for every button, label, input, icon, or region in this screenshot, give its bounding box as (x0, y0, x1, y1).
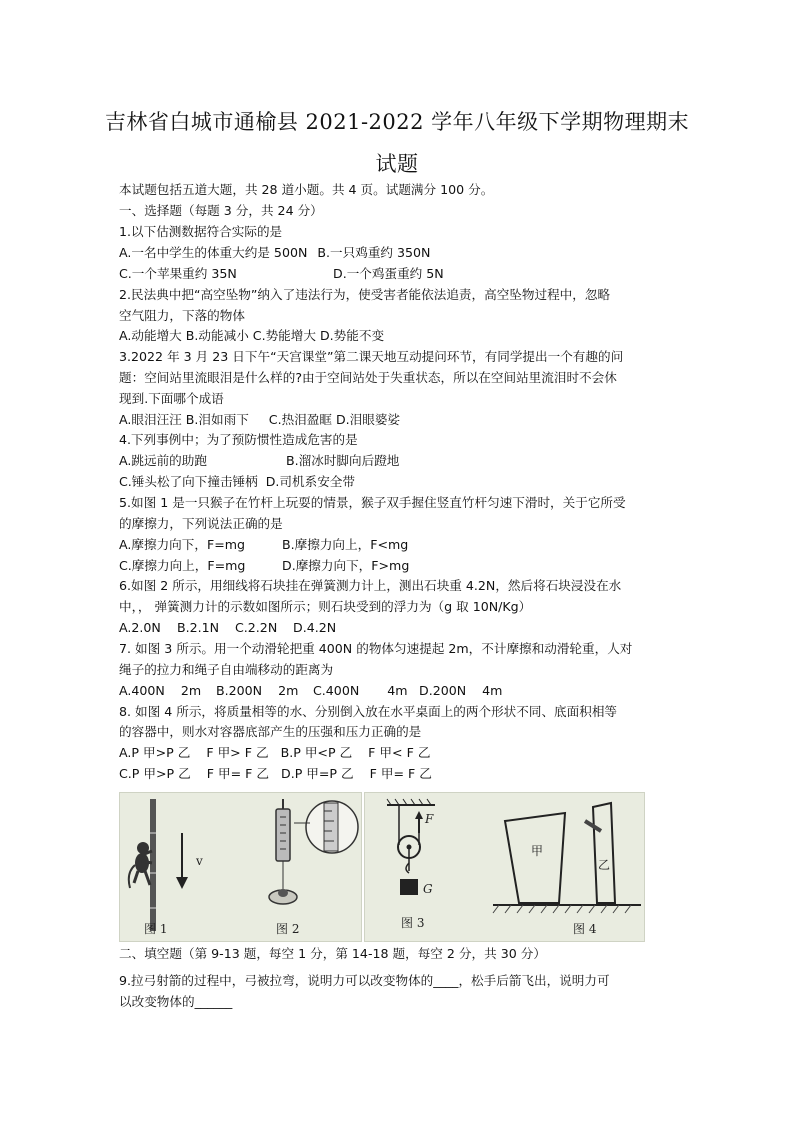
container-yi (593, 803, 615, 903)
question-6-stem-line1: 6.如图 2 所示，用细线将石块挂在弹簧测力计上，测出石块重 4.2N，然后将石块浸没在水 (119, 578, 622, 593)
question-7-options (119, 683, 679, 699)
figure-panel-3-4 (364, 792, 645, 942)
container-jia (505, 813, 565, 903)
figure-2-caption: 图 2 (276, 922, 300, 936)
question-7-option-b: B.200N 2m (216, 683, 299, 698)
question-9-line2: 以改变物体的______ (119, 994, 233, 1009)
question-7-option-c: C.400N 4m (313, 683, 408, 698)
figure-1-caption: 图 1 (144, 922, 168, 936)
question-5-option-a: A.摩擦力向下，F=mg (119, 537, 246, 552)
question-4-option-a: A.跳远前的助跑 (119, 453, 207, 468)
question-6-option-c: C.2.2N (235, 620, 278, 635)
velocity-label: v (196, 854, 203, 868)
question-5-options-ab (119, 537, 679, 553)
question-7-stem-line2: 绳子的拉力和绳子自由端移动的距离为 (119, 662, 334, 677)
question-6-option-b: B.2.1N (177, 620, 220, 635)
exam-intro: 本试题包括五道大题，共 28 道小题。共 4 页。试题满分 100 分。 (119, 182, 494, 197)
question-1-options-ab (119, 245, 679, 261)
question-8-stem-line1: 8. 如图 4 所示，将质量相等的水、分别倒入放在水平桌面上的两个形状不同、底面积相等 (119, 704, 618, 719)
force-label: F (425, 812, 434, 826)
question-3-stem-line1: 3.2022 年 3 月 23 日下午“天宫课堂”第二课天地互动提问环节，有同学提出一个有趣的问 (119, 349, 624, 364)
container-yi-label: 乙 (598, 858, 611, 872)
question-5-stem-line2: 的摩擦力，下列说法正确的是 (119, 516, 283, 531)
exam-title-line2: 试题 (375, 152, 419, 176)
container-jia-label: 甲 (531, 844, 544, 858)
ceiling-support (387, 799, 435, 805)
section-heading-fill: 二、填空题（第 9-13 题，每空 1 分，第 14-18 题，每空 2 分，共 30 分） (119, 946, 546, 961)
stone-icon (278, 889, 288, 897)
monkey-icon (129, 842, 152, 888)
figure-panel-1-2 (119, 792, 362, 942)
question-7-option-d: D.200N 4m (419, 683, 503, 698)
movable-pulley-icon (398, 805, 420, 873)
figure-4-caption: 图 4 (573, 922, 597, 936)
question-5-options-cd (119, 558, 679, 574)
question-3-stem-line2: 题：空间站里流眼泪是什么样的?由于空间站处于失重状态，所以在空间站里流泪时不会休 (119, 370, 617, 385)
question-9-line1: 9.拉弓射箭的过程中，弓被拉弯，说明力可以改变物体的____，松手后箭飞出，说明力可 (119, 973, 610, 988)
question-6-stem-line2: 中，， 弹簧测力计的示数如图所示；则石块受到的浮力为（g 取 10N/Kg） (119, 599, 532, 614)
spring-scale-icon (276, 799, 290, 889)
question-4-option-d: D.司机系安全带 (265, 474, 355, 489)
question-3-options (119, 412, 679, 428)
bamboo-pole (150, 799, 156, 931)
weight-block (400, 879, 418, 895)
question-8-stem-line2: 的容器中，则水对容器底部产生的压强和压力正确的是 (119, 724, 422, 739)
question-4-option-c: C.锤头松了向下撞击锤柄 (119, 474, 258, 489)
question-6-option-a: A.2.0N (119, 620, 161, 635)
exam-title-line1: 吉林省白城市通榆县 2021-2022 学年八年级下学期物理期末 (104, 110, 690, 134)
question-6-options (119, 620, 679, 636)
figure-3-caption: 图 3 (401, 916, 425, 930)
table-hatch (493, 905, 631, 913)
question-8-options-cd: C.P 甲>P 乙 F 甲= F 乙 D.P 甲=P 乙 F 甲= F 乙 (119, 766, 432, 781)
question-5-option-c: C.摩擦力向上，F=mg (119, 558, 246, 573)
question-2-stem-line1: 2.民法典中把“高空坠物”纳入了违法行为，使受害者能依法追责，高空坠物过程中，忽略 (119, 287, 611, 302)
question-6-option-d: D.4.2N (293, 620, 337, 635)
question-2-stem-line2: 空气阻力，下落的物体 (119, 308, 245, 323)
question-7-option-a: A.400N 2m (119, 683, 202, 698)
magnified-scale-icon (294, 801, 358, 853)
question-1-option-c: C.一个苹果重约 35N (119, 266, 237, 281)
question-4-options-ab (119, 453, 679, 469)
question-5-stem-line1: 5.如图 1 是一只猴子在竹杆上玩耍的情景，猴子双手握住竖直竹杆匀速下滑时，关于它所受 (119, 495, 626, 510)
beaker-icon (269, 889, 297, 904)
question-8-options-ab: A.P 甲>P 乙 F 甲> F 乙 B.P 甲<P 乙 F 甲< F 乙 (119, 745, 431, 760)
question-3-option-cd: C.热泪盈眶 D.泪眼婆娑 (268, 412, 401, 427)
question-4-stem: 4.下列事例中；为了预防惯性造成危害的是 (119, 432, 358, 447)
question-4-option-b: B.溜冰时脚向后蹬地 (286, 453, 400, 468)
question-1-option-a: A.一名中学生的体重大约是 500N (119, 245, 308, 260)
question-1-options-cd (119, 266, 679, 282)
question-1-option-d: D.一个鸡蛋重约 5N (333, 266, 444, 281)
section-heading-choice: 一、选择题（每题 3 分，共 24 分） (119, 203, 323, 218)
question-5-option-b: B.摩擦力向上，F<mg (282, 537, 409, 552)
figure-1-2-drawing (120, 793, 361, 941)
figure-3-4-drawing (365, 793, 644, 941)
question-1-option-b: B.一只鸡重约 350N (317, 245, 431, 260)
question-3-option-ab: A.眼泪汪汪 B.泪如雨下 (119, 412, 249, 427)
question-5-option-d: D.摩擦力向下，F>mg (282, 558, 410, 573)
question-4-options-cd (119, 474, 679, 490)
question-7-stem-line1: 7. 如图 3 所示。用一个动滑轮把重 400N 的物体匀速提起 2m，不计摩擦和动滑轮重，人对 (119, 641, 633, 656)
weight-label: G (423, 882, 433, 896)
question-2-options: A.动能增大 B.动能减小 C.势能增大 D.势能不变 (119, 328, 385, 343)
question-1-stem: 1.以下估测数据符合实际的是 (119, 224, 283, 239)
question-3-stem-line3: 现到.下面哪个成语 (119, 391, 224, 406)
